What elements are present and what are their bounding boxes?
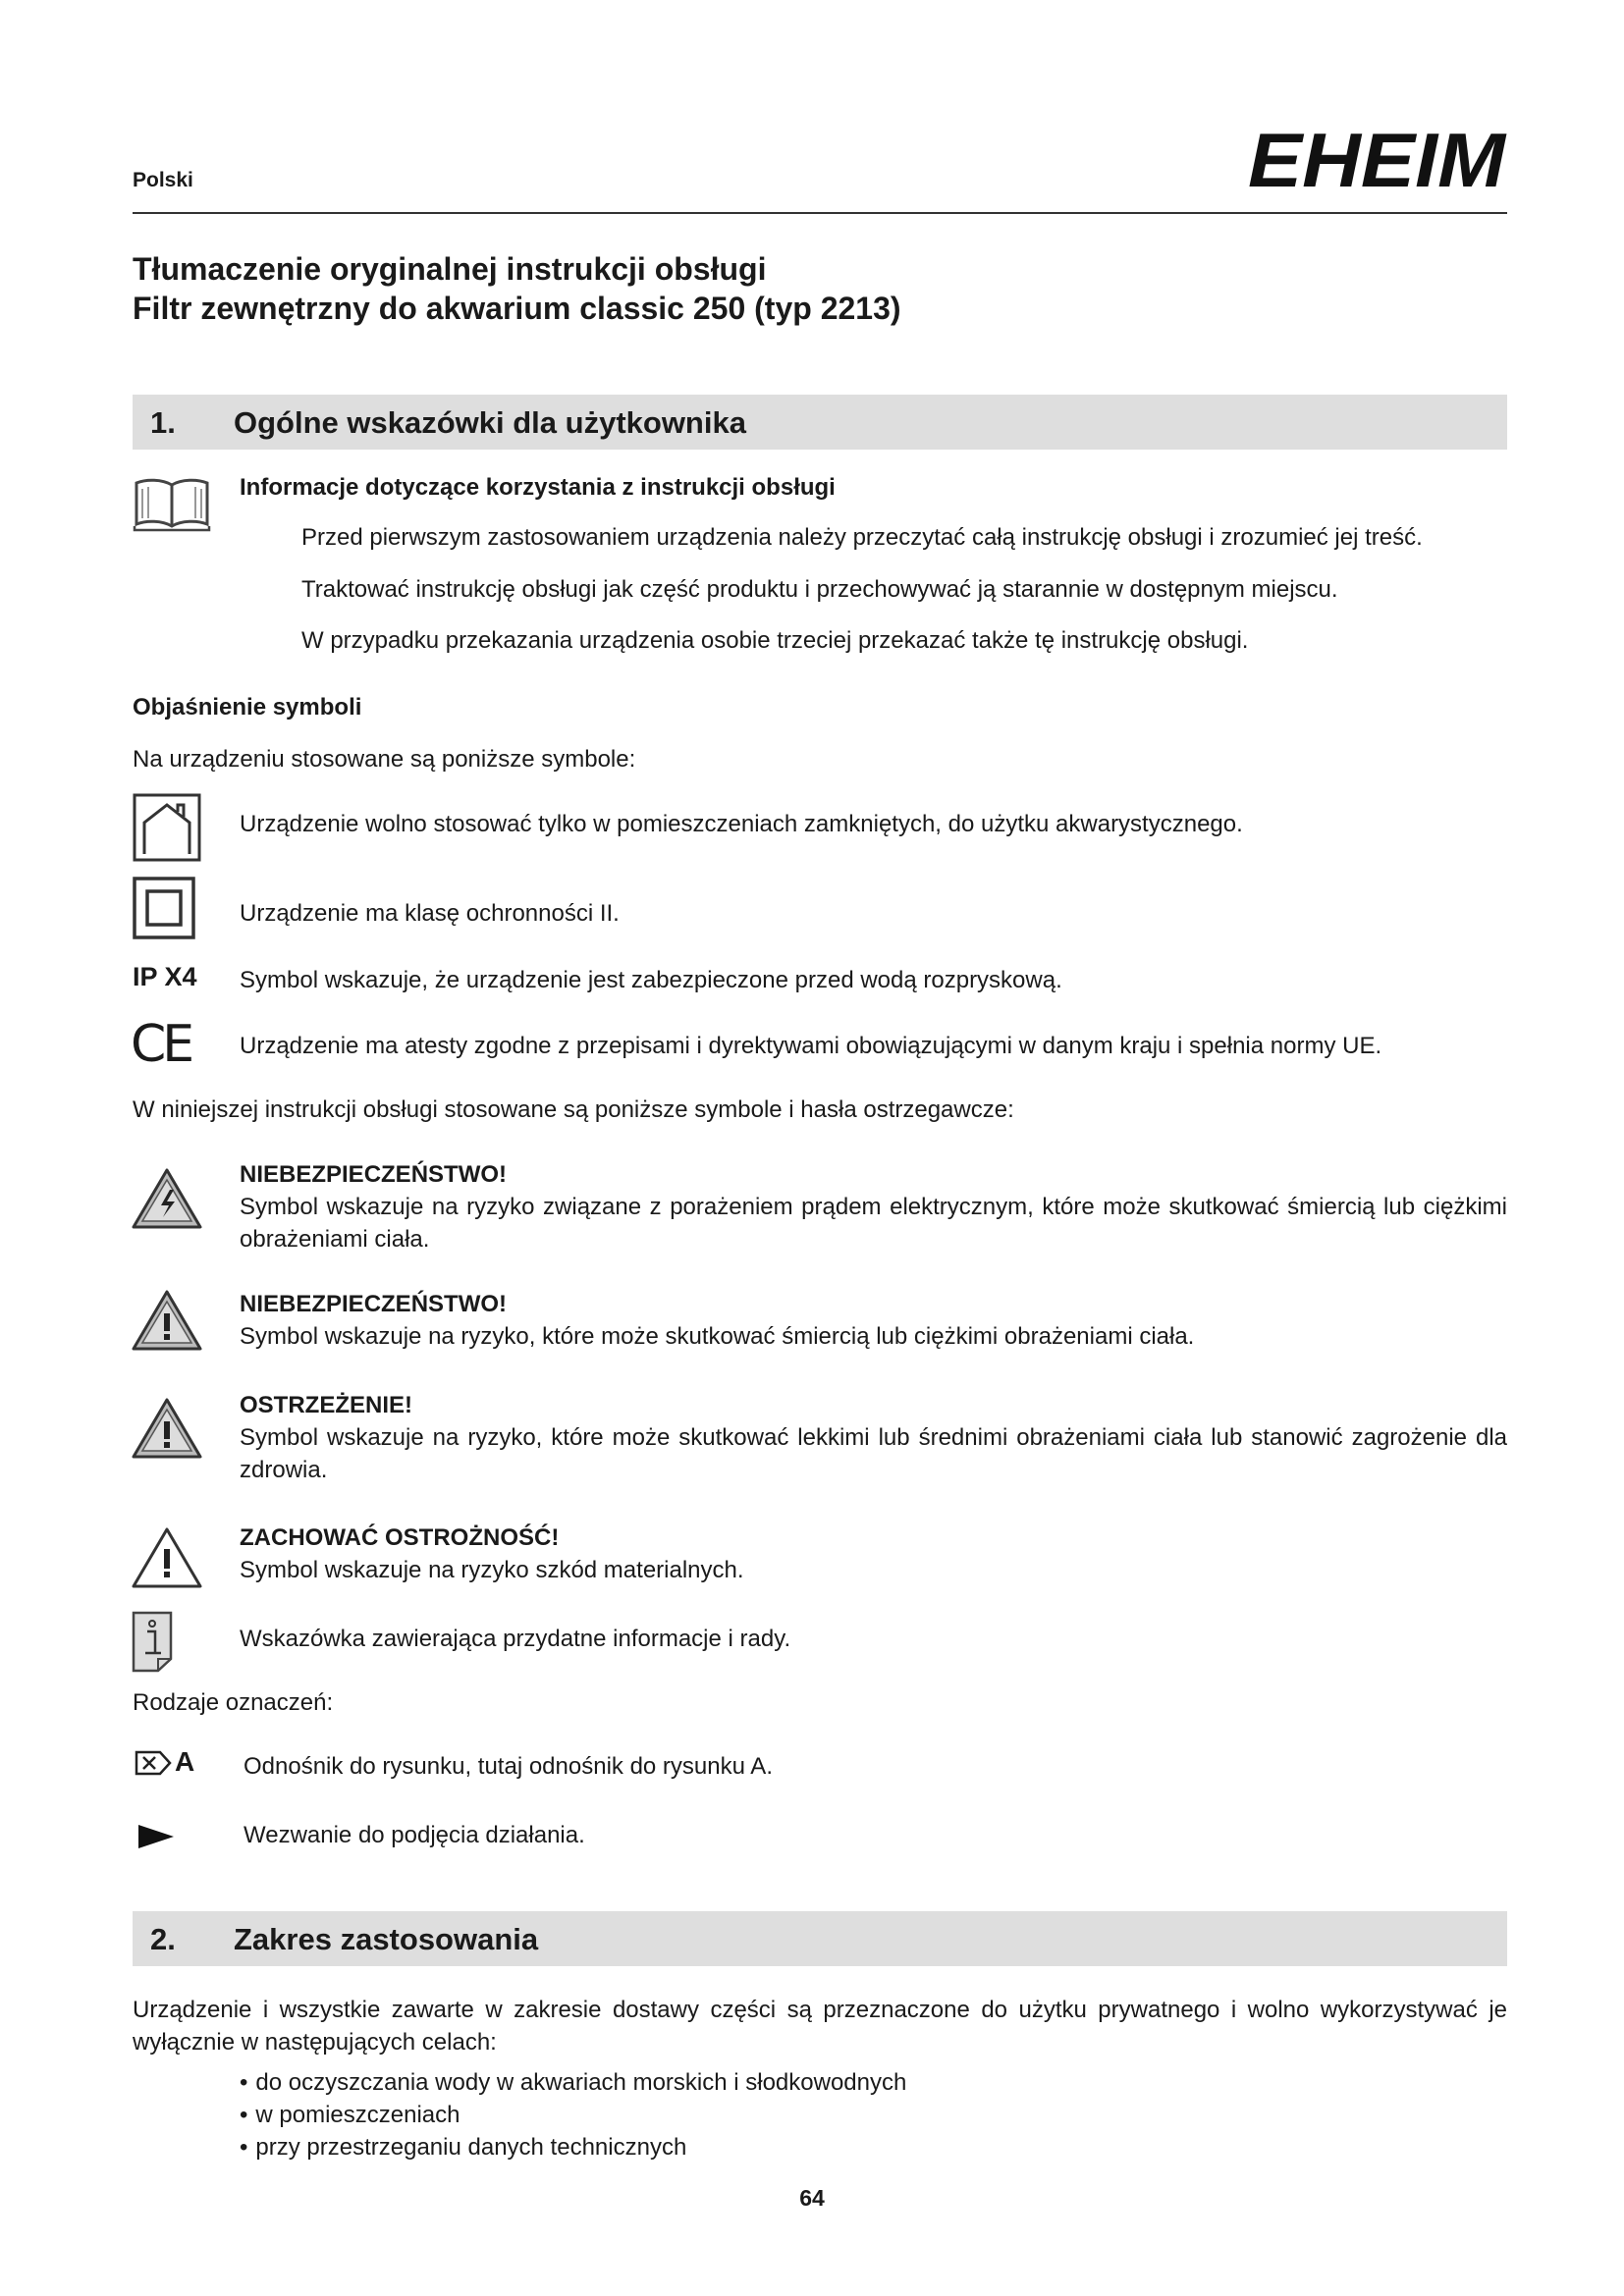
list-item: • przy przestrzeganiu danych technicznych: [240, 2131, 906, 2163]
warning-3-title: OSTRZEŻENIE!: [240, 1392, 413, 1418]
open-book-icon: [133, 475, 211, 534]
page-number: 64: [799, 2185, 825, 2211]
action-text: Wezwanie do podjęcia działania.: [244, 1822, 585, 1848]
title-line-2: Filtr zewnętrzny do akwarium classic 250 (typ 2213): [133, 291, 901, 326]
figure-reference-label: A: [175, 1746, 195, 1777]
protection-class-2-icon: [133, 877, 195, 939]
warning-1-title: NIEBEZPIECZEŃSTWO!: [240, 1161, 508, 1188]
markings-heading: Rodzaje oznaczeń:: [133, 1689, 334, 1716]
symbol-text-indoor: Urządzenie wolno stosować tylko w pomieszczeniach zamkniętych, do użytku akwarystycznego.: [240, 811, 1243, 837]
section-1-title: Ogólne wskazówki dla użytkownika: [234, 405, 746, 440]
eheim-logo: [1245, 124, 1508, 198]
section-2-header: [133, 1911, 1507, 1966]
figure-reference-icon: [135, 1750, 172, 1776]
warning-icon: [131, 1396, 203, 1461]
symbols-intro: Na urządzeniu stosowane są poniższe symbole:: [133, 746, 636, 773]
symbol-text-ce: Urządzenie ma atesty zgodne z przepisami i dyrektywami obowiązującymi w danym kraju i spełnia normy UE.: [240, 1033, 1382, 1059]
header-divider: [133, 212, 1507, 214]
warning-4-text: Symbol wskazuje na ryzyko szkód materialnych.: [240, 1557, 744, 1583]
symbol-text-ipx4: Symbol wskazuje, że urządzenie jest zabezpieczone przed wodą rozpryskową.: [240, 967, 1062, 993]
warning-2-title: NIEBEZPIECZEŃSTWO!: [240, 1291, 508, 1317]
warning-3-text: Symbol wskazuje na ryzyko, które może skutkować lekkimi lub średnimi obrażeniami ciała lub stanowić zagrożenie dla zdrowia.: [240, 1424, 1507, 1483]
danger-warning-icon: [131, 1288, 203, 1353]
list-item: • w pomieszczeniach: [240, 2099, 906, 2131]
manual-info-heading: Informacje dotyczące korzystania z instrukcji obsługi: [240, 474, 836, 501]
manual-info-line-1: Przed pierwszym zastosowaniem urządzenia należy przeczytać całą instrukcję obsługi i zrozumieć jej treść.: [301, 524, 1423, 551]
symbol-text-class2: Urządzenie ma klasę ochronności II.: [240, 900, 620, 927]
warnings-intro: W niniejszej instrukcji obsługi stosowane są poniższe symbole i hasła ostrzegawcze:: [133, 1096, 1014, 1123]
indoor-house-icon: [133, 793, 201, 862]
section-1-number: 1.: [150, 405, 176, 440]
manual-info-line-2: Traktować instrukcję obsługi jak część produktu i przechowywać ją starannie w dostępnym miejscu.: [301, 576, 1338, 603]
electric-warning-icon: [131, 1166, 203, 1231]
info-hint-icon: [131, 1610, 174, 1673]
hint-text: Wskazówka zawierająca przydatne informacje i rady.: [240, 1626, 791, 1652]
eheim-logo-text: EHEIM: [1248, 124, 1508, 198]
section-2-number: 2.: [150, 1922, 176, 1956]
symbols-heading: Objaśnienie symboli: [133, 694, 362, 721]
manual-info-line-3: W przypadku przekazania urządzenia osobie trzeciej przekazać także tę instrukcję obsługi.: [301, 627, 1249, 654]
warning-2-text: Symbol wskazuje na ryzyko, które może skutkować śmiercią lub ciężkimi obrażeniami ciała.: [240, 1323, 1195, 1350]
document-title: [133, 249, 901, 328]
ipx4-label: IP X4: [133, 962, 197, 991]
section-2-intro: Urządzenie i wszystkie zawarte w zakresie dostawy części są przeznaczone do użytku prywatnego i wolno wykorzystywać je wyłącznie w następujących celach:: [133, 1997, 1507, 2056]
language-label: Polski: [133, 169, 193, 191]
ce-mark: CE: [131, 1015, 191, 1074]
warning-1-text: Symbol wskazuje na ryzyko związane z porażeniem prądem elektrycznym, które może skutkować śmiercią lub ciężkimi obrażeniami ciała.: [240, 1194, 1507, 1253]
usage-list: [240, 2066, 906, 2163]
action-arrow-icon: [136, 1822, 176, 1851]
section-1-header: [133, 395, 1507, 450]
title-line-1: Tłumaczenie oryginalnej instrukcji obsługi: [133, 251, 767, 287]
list-item: • do oczyszczania wody w akwariach morskich i słodkowodnych: [240, 2066, 906, 2099]
section-2-title: Zakres zastosowania: [234, 1922, 539, 1956]
caution-icon: [131, 1525, 203, 1590]
warning-4-title: ZACHOWAĆ OSTROŻNOŚĆ!: [240, 1524, 560, 1551]
figure-reference-text: Odnośnik do rysunku, tutaj odnośnik do rysunku A.: [244, 1753, 773, 1780]
